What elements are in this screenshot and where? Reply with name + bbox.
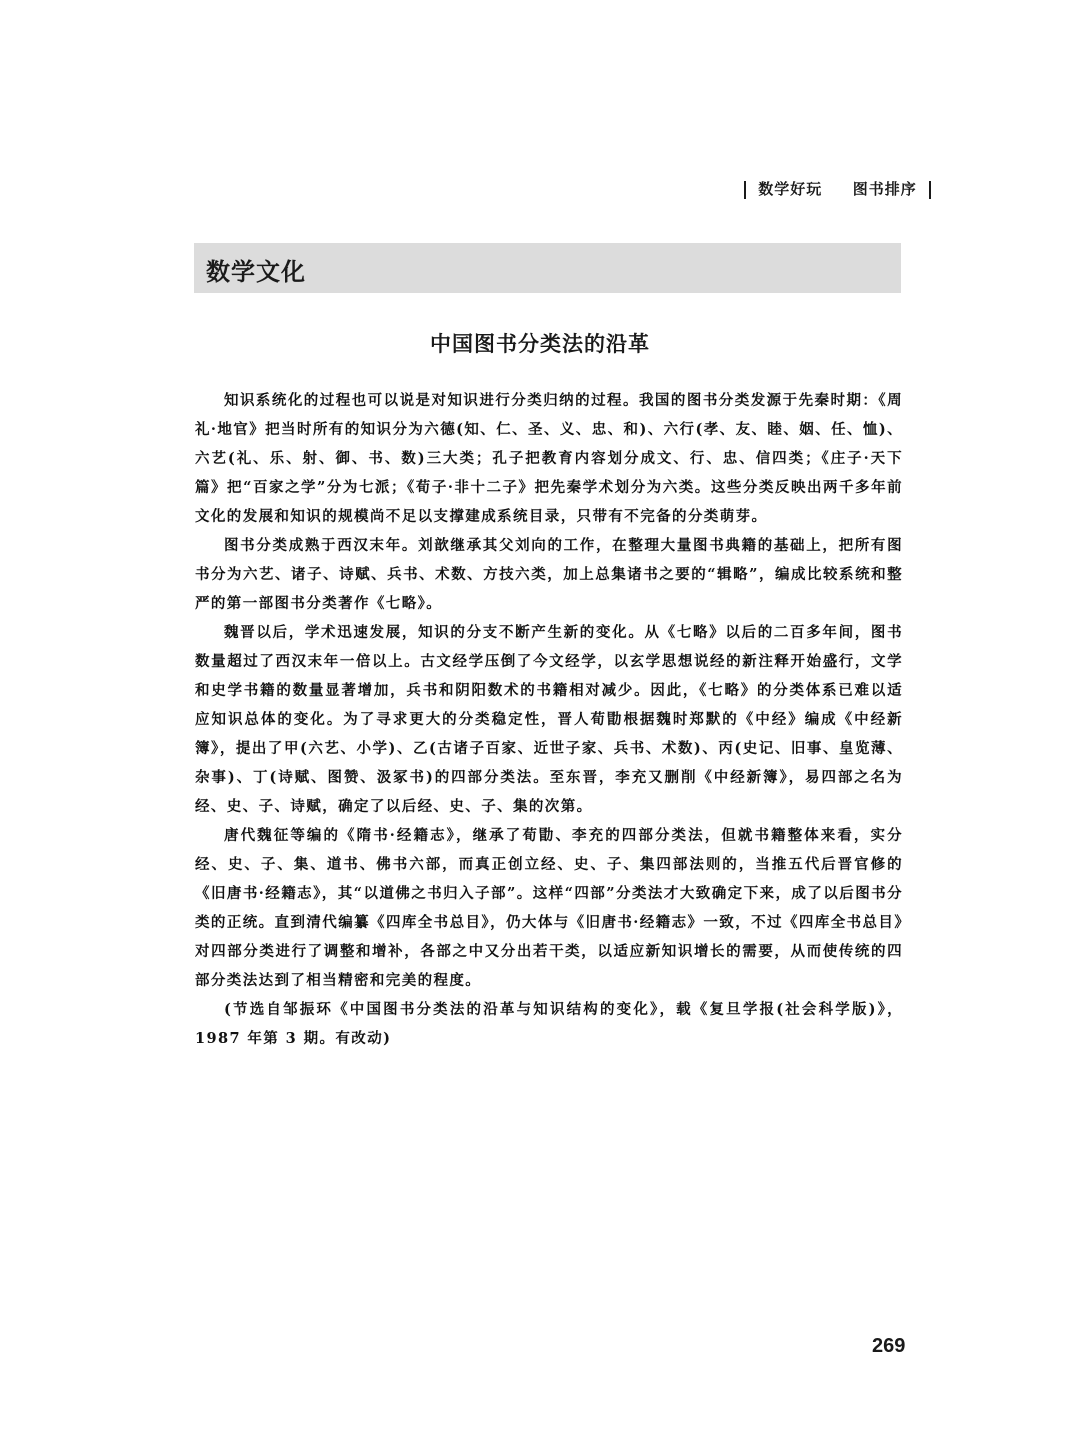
paragraph: 魏晋以后，学术迅速发展，知识的分支不断产生新的变化。从《七略》以后的二百多年间，图书数量超过了西汉末年一倍以上。古文经学压倒了今文经学，以玄学思想说经的新注释开始盛行，文学和史学书籍的数量显著增加，兵书和阴阳数术的书籍相对减少。因此，《七略》的分类体系已难以适应知识总体的变化。为了寻求更大的分类稳定性，晋人荀勖根据魏时郑默的《中经》编成《中经新簿》，提出了甲(六艺、小学)、乙(古诸子百家、近世子家、兵书、术数)、丙(史记、旧事、皇览薄、杂事)、丁(诗赋、图赞、汲冢书)的四部分类法。至东晋，李充又删削《中经新簿》，易四部之名为经、史、子、诗赋，确定了以后经、史、子、集的次第。 <box>195 624 903 815</box>
header-bar-left <box>744 181 746 199</box>
header-bar-right <box>929 181 931 199</box>
header-topic-name: 图书排序 <box>852 180 917 198</box>
paragraph: 知识系统化的过程也可以说是对知识进行分类归纳的过程。我国的图书分类发源于先秦时期：《周礼·地官》把当时所有的知识分为六德(知、仁、圣、义、忠、和)、六行(孝、友、睦、姻、任、恤)、六艺(礼、乐、射、御、书、数)三大类；孔子把教育内容划分成文、行、忠、信四类；《庄子·天下篇》把“百家之学”分为七派；《荀子·非十二子》把先秦学术划分为六类。这些分类反映出两千多年前文化的发展和知识的规模尚不足以支撑建成系统目录，只带有不完备的分类萌芽。 <box>195 392 903 525</box>
section-banner <box>194 243 901 293</box>
section-title: 数学文化 <box>206 258 306 286</box>
paragraph: 图书分类成熟于西汉末年。刘歆继承其父刘向的工作，在整理大量图书典籍的基础上，把所有图书分为六艺、诸子、诗赋、兵书、术数、方技六类，加上总集诸书之要的“辑略”，编成比较系统和整严的第一部图书分类著作《七略》。 <box>195 537 903 612</box>
source-note: (节选自邹振环《中国图书分类法的沿革与知识结构的变化》，载《复旦学报(社会科学版)》，1987 年第 3 期。有改动) <box>195 1001 903 1047</box>
page-number: 269 <box>872 1335 906 1357</box>
article-body <box>195 386 903 1053</box>
paragraph: 唐代魏征等编的《隋书·经籍志》，继承了荀勖、李充的四部分类法，但就书籍整体来看，实分经、史、子、集、道书、佛书六部，而真正创立经、史、子、集四部法则的，当推五代后晋官修的《旧唐书·经籍志》，其“以道佛之书归入子部”。这样“四部”分类法才大致确定下来，成了以后图书分类的正统。直到清代编纂《四库全书总目》，仍大体与《旧唐书·经籍志》一致，不过《四库全书总目》对四部分类进行了调整和增补，各部之中又分出若干类，以适应新知识增长的需要，从而使传统的四部分类法达到了相当精密和完美的程度。 <box>195 827 903 989</box>
running-header <box>738 178 937 199</box>
article-title: 中国图书分类法的沿革 <box>430 332 650 356</box>
header-section-name: 数学好玩 <box>758 180 823 198</box>
